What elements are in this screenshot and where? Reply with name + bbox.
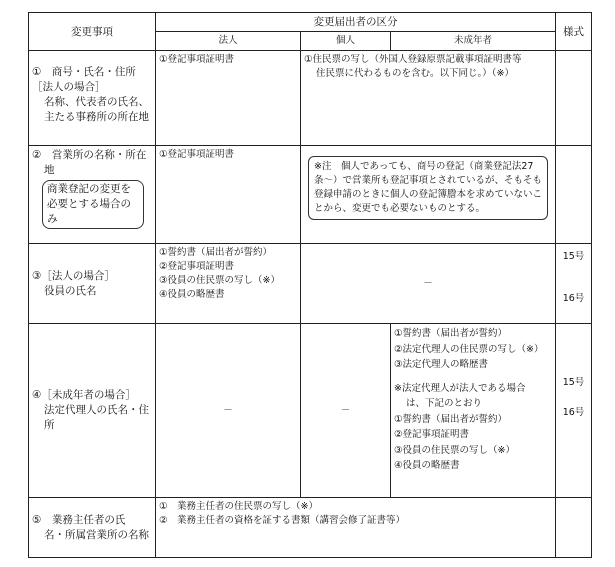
header-minor: 未成年者 xyxy=(391,32,556,51)
item-text: ⑤ 業務主任者の氏 xyxy=(32,513,126,526)
header-item: 変更事項 xyxy=(29,13,156,51)
item-text: 所 xyxy=(44,419,55,431)
doc-item: ①登記事項証明書 xyxy=(159,54,235,65)
header-category: 変更届出者の区分 xyxy=(156,13,556,32)
doc-item: ④役員の略歴書 xyxy=(159,289,225,300)
bracket-text: 商業登記の変更を xyxy=(47,183,131,195)
corp-docs-cell xyxy=(156,146,301,244)
form-cell xyxy=(556,244,592,324)
doc-item: ①誓約書（届出者が誓約） xyxy=(394,413,508,425)
form-number: 16号 xyxy=(562,293,585,304)
doc-item: ①誓約書（届出者が誓約） xyxy=(394,328,508,339)
item-text: ① 商号・氏名・住所 xyxy=(32,66,136,78)
doc-item: ①住民票の写し（外国人登録原票記載事項証明書等 xyxy=(304,54,522,65)
item-text: ② 営業所の名称・所在 xyxy=(32,149,147,161)
corp-docs-cell xyxy=(156,51,301,146)
docs-cell xyxy=(156,498,556,558)
doc-item: ※法定代理人が法人である場合 xyxy=(394,382,526,394)
item-cell xyxy=(29,51,156,146)
item-text: 地 xyxy=(44,164,55,176)
other-docs-cell xyxy=(301,146,556,244)
header-form: 様式 xyxy=(556,13,592,51)
form-cell xyxy=(556,324,592,498)
doc-item: ③役員の住民票の写し（※） xyxy=(394,444,515,456)
corp-docs-cell xyxy=(156,244,301,324)
item-text: 名称、代表者の氏名、 xyxy=(44,96,149,108)
doc-item: ② 業務主任者の資格を証する書類（講習会修了証書等） xyxy=(159,515,406,526)
doc-item: 住民票に代わるものを含む。以下同じ。）（※） xyxy=(316,68,514,79)
doc-item: ③役員の住民票の写し（※） xyxy=(159,275,280,286)
form-number: 16号 xyxy=(562,407,585,418)
item-text: ③［法人の場合］ xyxy=(32,269,115,282)
doc-item: ②登記事項証明書 xyxy=(394,429,470,440)
form-number: 15号 xyxy=(562,251,585,262)
change-items-table xyxy=(28,12,592,558)
header-corp: 法人 xyxy=(156,32,301,51)
doc-item: ①誓約書（届出者が誓約） xyxy=(159,247,273,258)
item-cell xyxy=(29,498,156,558)
table-row xyxy=(29,498,592,558)
condition-bracket xyxy=(42,180,144,229)
form-number: 15号 xyxy=(562,377,585,388)
form-cell xyxy=(556,498,592,558)
not-applicable-cell: － xyxy=(301,324,391,498)
item-text: 役員の氏名 xyxy=(44,284,97,297)
item-text: 法定代理人の氏名・住 xyxy=(44,404,149,416)
table-row xyxy=(29,51,592,146)
doc-item: ③法定代理人の略歴書 xyxy=(394,359,489,370)
minor-docs-cell xyxy=(391,324,556,498)
note-box: ※注 個人であっても、商号の登記（商業登記法27条～）で営業所も登記事項とされているが、そもそも登録申請のときに個人の登記簿謄本を求めていないことから、変更でも必要ないものとする。 xyxy=(308,156,548,220)
doc-item: は、下記のとおり xyxy=(406,398,483,409)
bracket-text: 必要とする場合の xyxy=(47,198,131,210)
item-cell xyxy=(29,146,156,244)
item-text: ［法人の場合］ xyxy=(32,81,106,93)
not-applicable-cell: － xyxy=(156,324,301,498)
doc-item: ④役員の略歴書 xyxy=(394,460,460,471)
bracket-text: み xyxy=(47,213,58,225)
form-cell xyxy=(556,51,592,146)
table-row xyxy=(29,244,592,324)
item-text: 名・所属営業所の名称 xyxy=(44,528,149,541)
header-individual: 個人 xyxy=(301,32,391,51)
doc-item: ②登記事項証明書 xyxy=(159,261,235,272)
not-applicable-cell: － xyxy=(301,244,556,324)
form-cell xyxy=(556,146,592,244)
doc-item: ②法定代理人の住民票の写し（※） xyxy=(394,343,544,355)
table-row xyxy=(29,146,592,244)
table-row xyxy=(29,324,592,498)
doc-item: ① 業務主任者の住民票の写し（※） xyxy=(159,501,318,512)
item-cell xyxy=(29,324,156,498)
other-docs-cell xyxy=(301,51,556,146)
item-text: 主たる事務所の所在地 xyxy=(44,111,149,123)
item-cell xyxy=(29,244,156,324)
item-text: ④［未成年者の場合］ xyxy=(32,389,136,401)
doc-item: ①登記事項証明書 xyxy=(159,149,235,160)
